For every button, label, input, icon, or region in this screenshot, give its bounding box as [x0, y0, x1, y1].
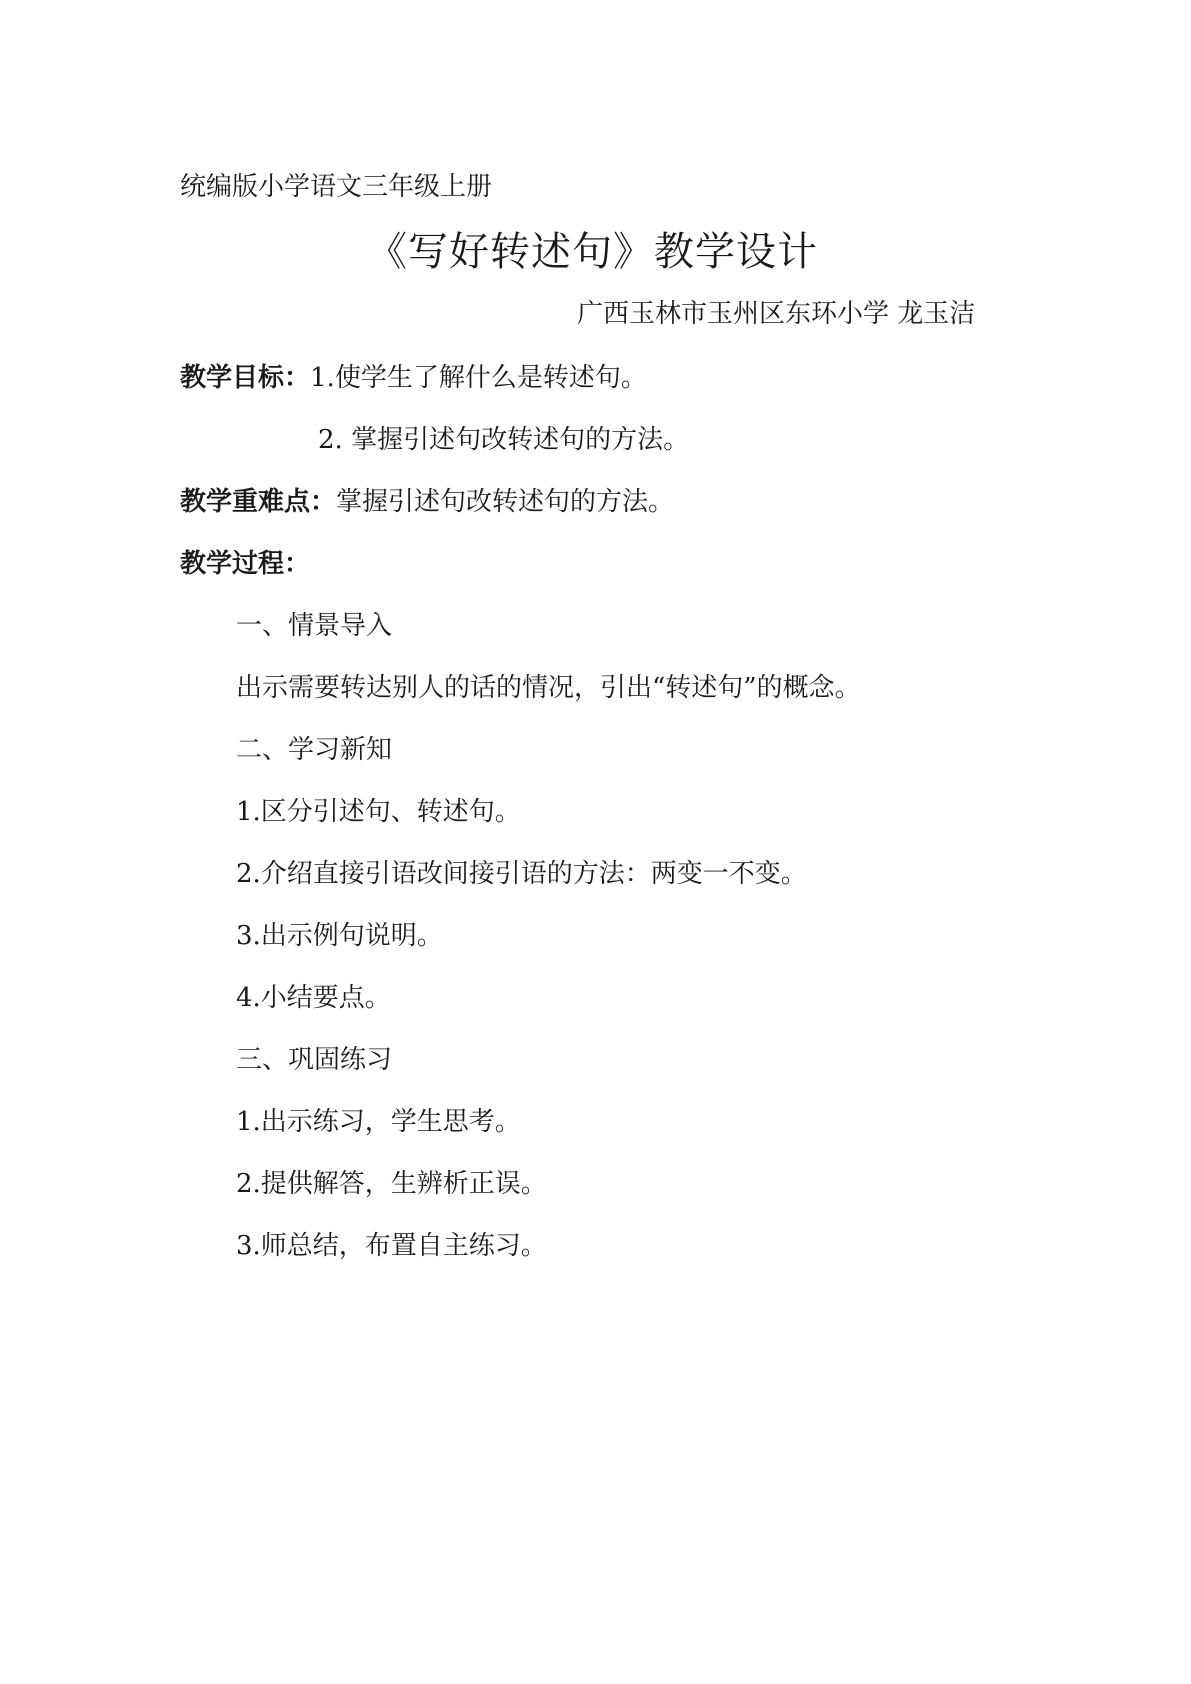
- objective-2: 2. 掌握引述句改转述句的方法。: [318, 425, 690, 455]
- section-heading-2: 二、学习新知: [236, 735, 393, 765]
- textbook-series: 统编版小学语文三年级上册: [180, 172, 493, 202]
- section-1-text: 出示需要转达别人的话的情况，引出“转述句”的概念。: [236, 673, 861, 703]
- objectives-label: 教学目标：: [180, 363, 311, 393]
- key-points-text: 掌握引述句改转述句的方法。: [336, 487, 675, 517]
- document-title: 《写好转述句》教学设计: [367, 229, 818, 275]
- section-3-step: 3.师总结，布置自主练习。: [236, 1231, 547, 1261]
- objective-1: [180, 363, 647, 393]
- section-2-step: 1.区分引述句、转述句。: [236, 797, 521, 827]
- process-label: 教学过程：: [180, 549, 311, 579]
- key-points-label: 教学重难点：: [180, 487, 337, 517]
- section-heading-1: 一、情景导入: [236, 611, 393, 641]
- section-2-step: 3.出示例句说明。: [236, 921, 443, 951]
- section-heading-3: 三、巩固练习: [236, 1045, 393, 1075]
- section-3-step: 1.出示练习，学生思考。: [236, 1107, 521, 1137]
- section-2-step: 4.小结要点。: [236, 983, 391, 1013]
- key-points: [180, 487, 674, 517]
- objective-1-text: 1.使学生了解什么是转述句。: [310, 363, 647, 393]
- author-line: 广西玉林市玉州区东环小学 龙玉洁: [577, 299, 976, 329]
- section-3-step: 2.提供解答，生辨析正误。: [236, 1169, 547, 1199]
- section-2-step: 2.介绍直接引语改间接引语的方法：两变一不变。: [236, 859, 807, 889]
